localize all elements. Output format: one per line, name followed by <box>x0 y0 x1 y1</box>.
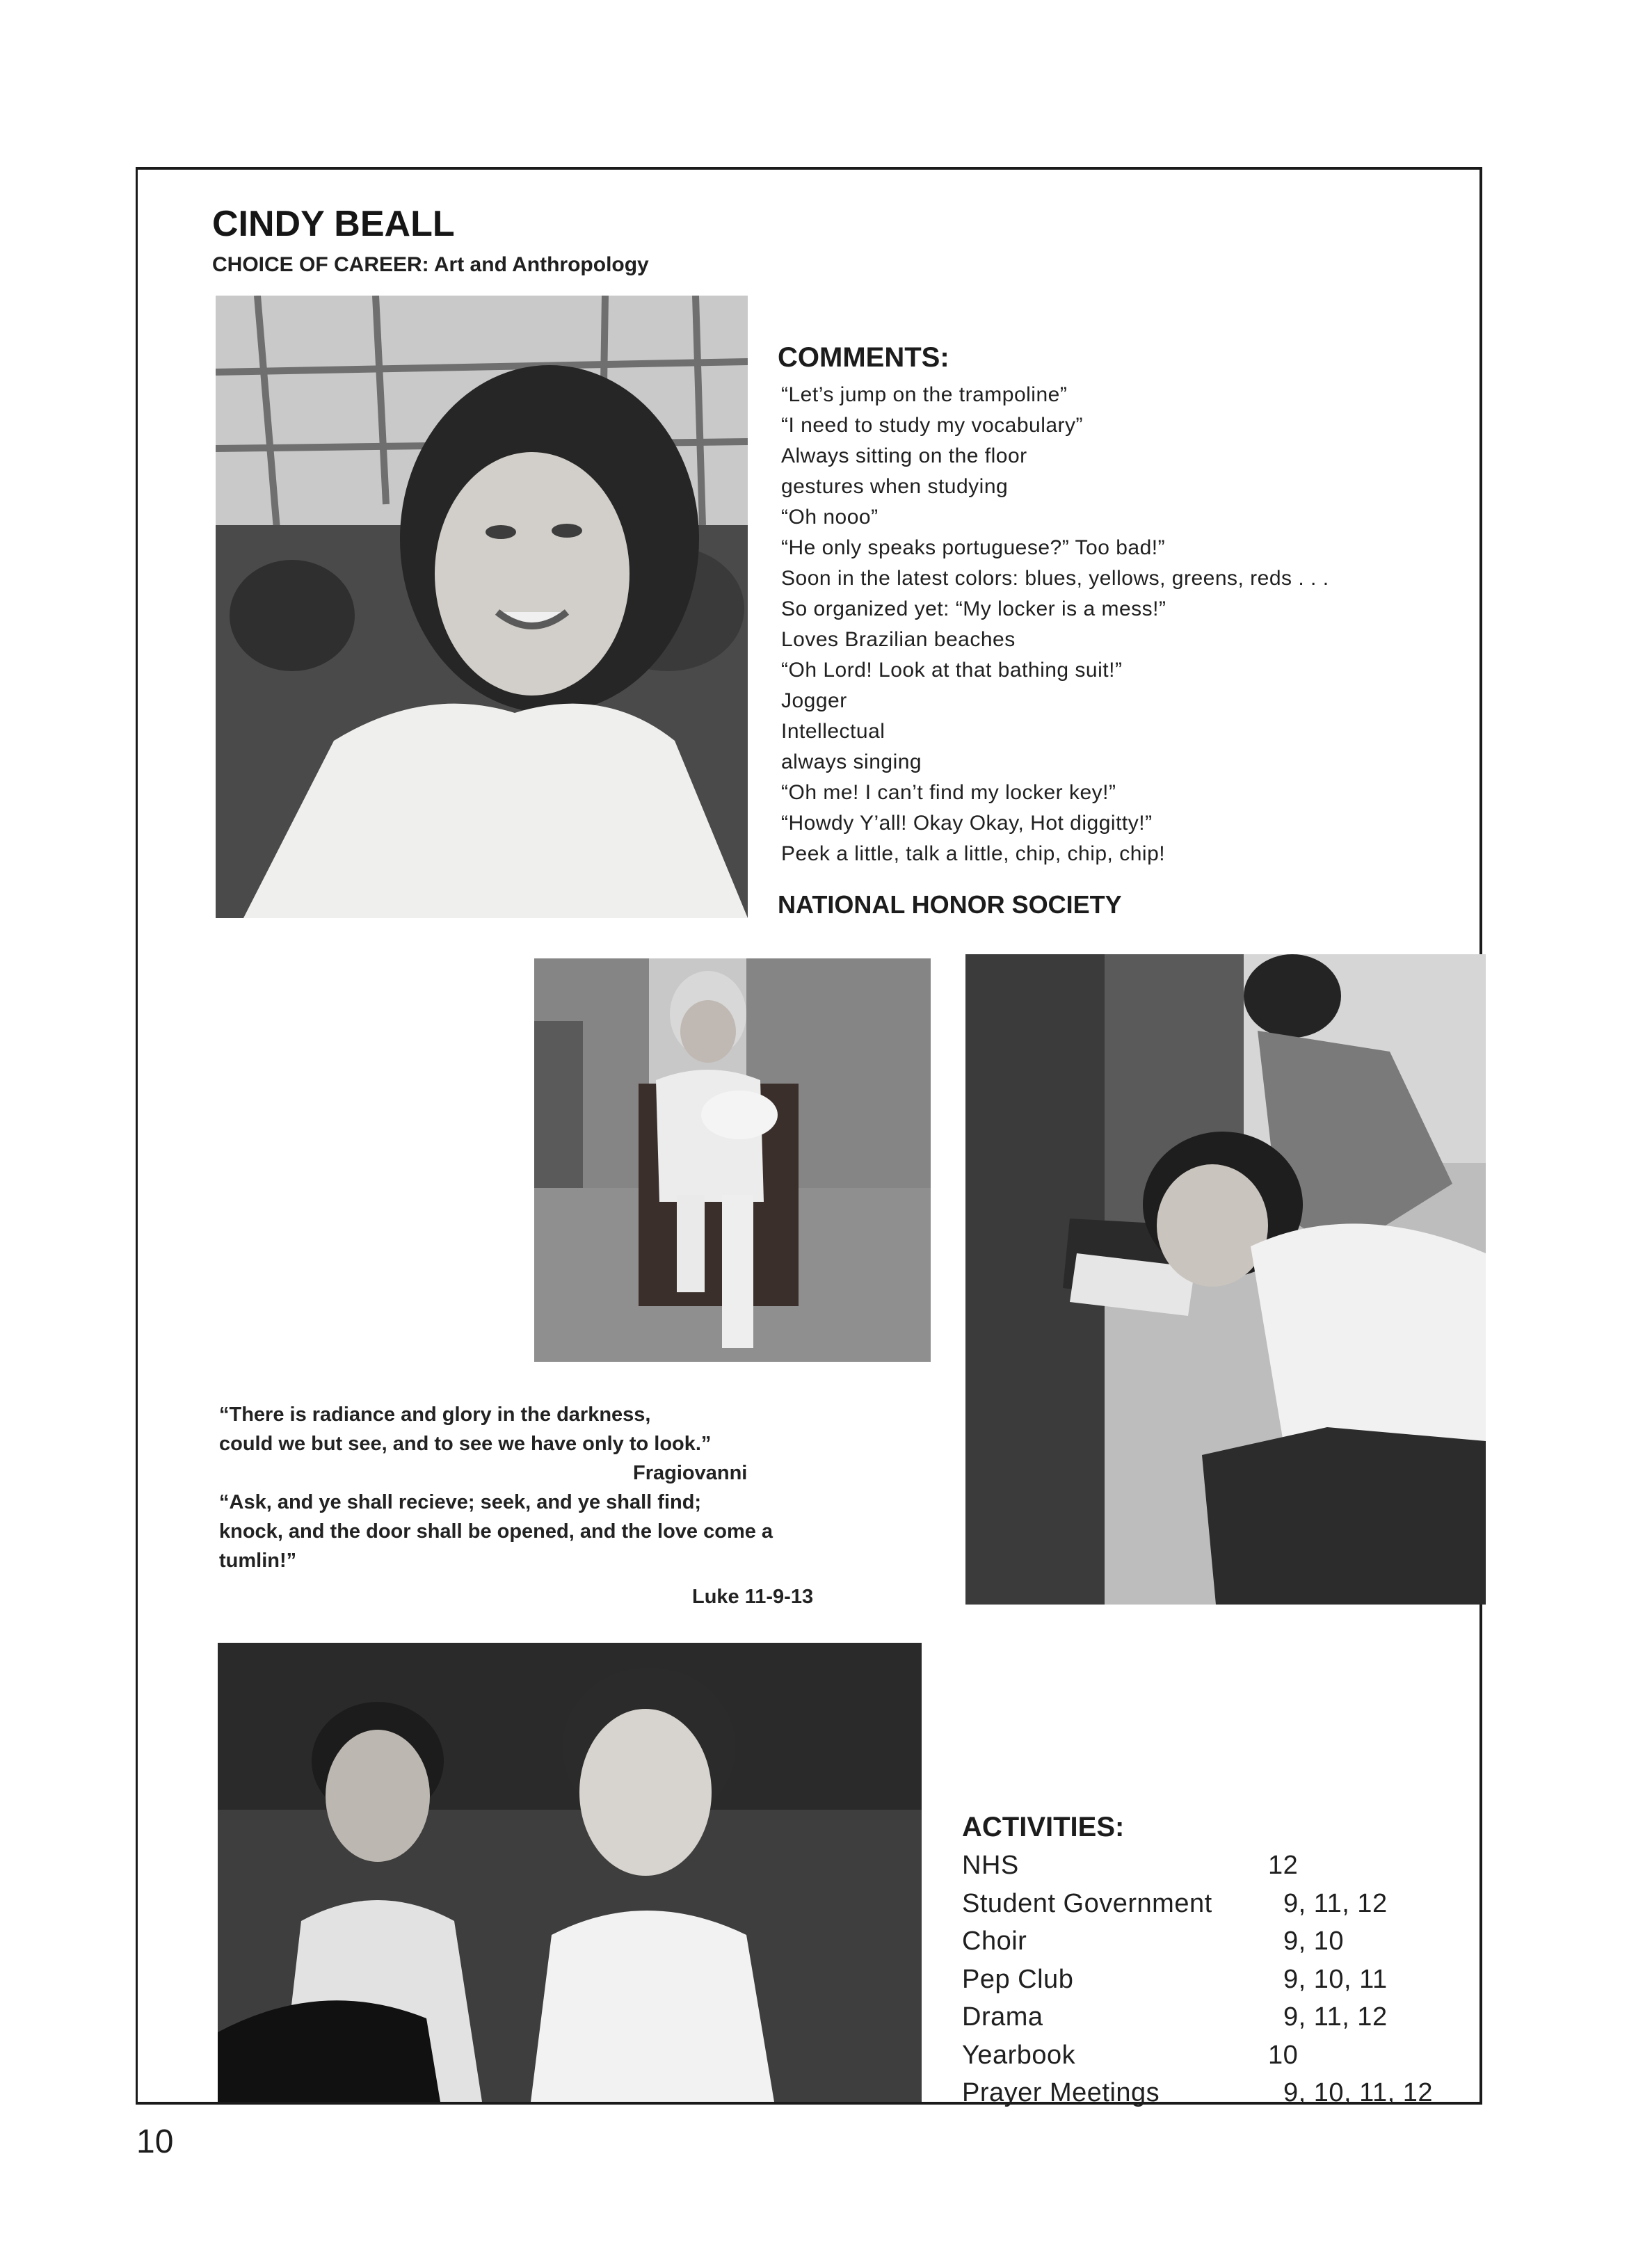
page-number: 10 <box>136 2123 174 2160</box>
activity-name: NHS <box>962 1851 1019 1880</box>
activity-row <box>962 1961 1491 1999</box>
activity-name: Choir <box>962 1927 1027 1956</box>
comment-item: Intellectual <box>781 720 885 743</box>
comment-item: Loves Brazilian beaches <box>781 628 1016 651</box>
quote-line: could we but see, and to see we have only to look.” <box>219 1433 712 1455</box>
comment-item: “Oh nooo” <box>781 506 879 529</box>
honor-society-label: NATIONAL HONOR SOCIETY <box>778 890 1122 919</box>
activity-years: 12 <box>1268 1851 1299 1880</box>
comment-item: “Let’s jump on the trampoline” <box>781 383 1068 406</box>
comment-item: gestures when studying <box>781 475 1009 498</box>
quote-line: “Ask, and ye shall recieve; seek, and ye shall find; <box>219 1491 702 1513</box>
library-photo <box>965 954 1486 1605</box>
quote-author: Fragiovanni <box>633 1462 748 1484</box>
childhood-photo <box>534 958 931 1362</box>
comment-item: Soon in the latest colors: blues, yellows, greens, reds . . . <box>781 567 1329 590</box>
comment-item: “Howdy Y’all! Okay Okay, Hot diggitty!” <box>781 812 1153 835</box>
comment-item: Jogger <box>781 689 847 712</box>
comments-heading: COMMENTS: <box>778 342 949 373</box>
comment-item: “He only speaks portuguese?” Too bad!” <box>781 536 1166 559</box>
career-choice: CHOICE OF CAREER: Art and Anthropology <box>212 253 649 276</box>
comment-item: always singing <box>781 750 922 773</box>
comment-item: “Oh Lord! Look at that bathing suit!” <box>781 659 1123 682</box>
activity-name: Student Government <box>962 1888 1212 1918</box>
activity-years: 9, 11, 12 <box>1283 1888 1388 1918</box>
comment-item: “I need to study my vocabulary” <box>781 414 1084 437</box>
activity-row <box>962 1847 1491 1885</box>
activity-years: 9, 10, 11, 12 <box>1283 2078 1433 2107</box>
comment-item: Peek a little, talk a little, chip, chip, chip! <box>781 842 1166 865</box>
activity-name: Pep Club <box>962 1964 1074 1994</box>
activity-name: Prayer Meetings <box>962 2078 1160 2107</box>
activity-years: 9, 11, 12 <box>1283 2002 1388 2032</box>
quote-line: tumlin!” <box>219 1550 297 1572</box>
activity-name: Drama <box>962 2002 1043 2032</box>
group-photo <box>218 1643 922 2102</box>
activity-years: 10 <box>1268 2040 1299 2070</box>
quote-line: knock, and the door shall be opened, and the love come a <box>219 1520 773 1543</box>
comment-item: “Oh me! I can’t find my locker key!” <box>781 781 1116 804</box>
comment-item: Always sitting on the floor <box>781 444 1027 467</box>
comments-list <box>781 380 1477 869</box>
quote-block <box>219 1400 901 1611</box>
activity-row <box>962 2074 1491 2112</box>
activity-name: Yearbook <box>962 2040 1076 2070</box>
activities-heading: ACTIVITIES: <box>962 1812 1125 1842</box>
comment-item: So organized yet: “My locker is a mess!” <box>781 597 1166 620</box>
portrait-photo <box>216 296 748 918</box>
activity-row <box>962 1885 1491 1923</box>
activity-years: 9, 10 <box>1283 1927 1345 1956</box>
activity-years: 9, 10, 11 <box>1283 1964 1388 1994</box>
activity-row <box>962 1922 1491 1961</box>
activities-list <box>962 1847 1491 2112</box>
quote-line: “There is radiance and glory in the darkness, <box>219 1404 651 1426</box>
activity-row <box>962 1998 1491 2036</box>
quote-author: Luke 11-9-13 <box>692 1586 814 1608</box>
activity-row <box>962 2036 1491 2075</box>
student-name: CINDY BEALL <box>212 204 455 244</box>
